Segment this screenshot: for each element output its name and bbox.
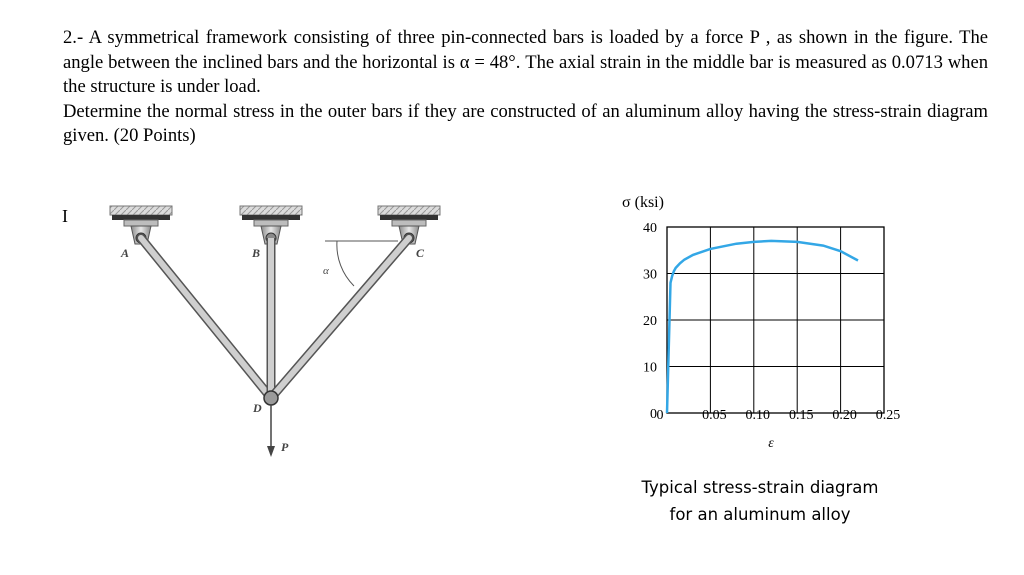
caption-line-1: Typical stress-strain diagram [641,478,879,497]
stress-strain-chart [600,185,900,460]
label-alpha: α [323,265,329,277]
caption-line-2: for an aluminum alloy [669,505,851,524]
problem-paragraph-2: Determine the normal stress in the outer bars if they are constructed of an aluminum alloy having the stress-strain diagram given. (20 Points) [63,100,988,146]
y-axis-label: σ (ksi) [622,194,664,211]
angle-arc [337,241,354,286]
label-p: P [281,440,289,454]
y-tick-label: 30 [643,267,657,283]
stray-mark: I [62,206,68,226]
y-tick-label: 10 [643,360,657,376]
x-tick-label: 0.05 [702,408,727,423]
framework-figure [0,190,460,480]
x-tick-label: 0 [656,408,664,423]
stress-strain-curve [667,241,858,413]
joint-d [264,391,278,405]
label-a: A [121,246,130,260]
problem-paragraph-1: 2.- A symmetrical framework consisting of three pin-connected bars is loaded by a force P , as shown in the figure. The angle between the inclined bars and the horizontal is α = 48°. The axial strain in the middle bar is measured as 0.0713 when the structure is under load. [63,27,988,97]
x-tick-label: 0.20 [832,408,857,423]
x-tick-label: 0.25 [875,408,900,423]
bar-cd [271,238,409,398]
y-tick-label: 20 [643,314,657,329]
x-axis-label: ε [768,436,774,451]
problem-statement [63,26,988,149]
load-arrow [267,405,275,457]
bar-ad [141,238,271,398]
y-tick-label: 40 [643,221,657,236]
label-d: D [253,401,262,415]
chart-caption [600,474,920,528]
x-tick-label: 0.15 [788,408,814,423]
label-c: C [416,246,425,260]
x-tick-label: 0.10 [745,408,771,423]
y-tick-label: 0 [650,407,657,422]
label-b: B [252,246,261,260]
